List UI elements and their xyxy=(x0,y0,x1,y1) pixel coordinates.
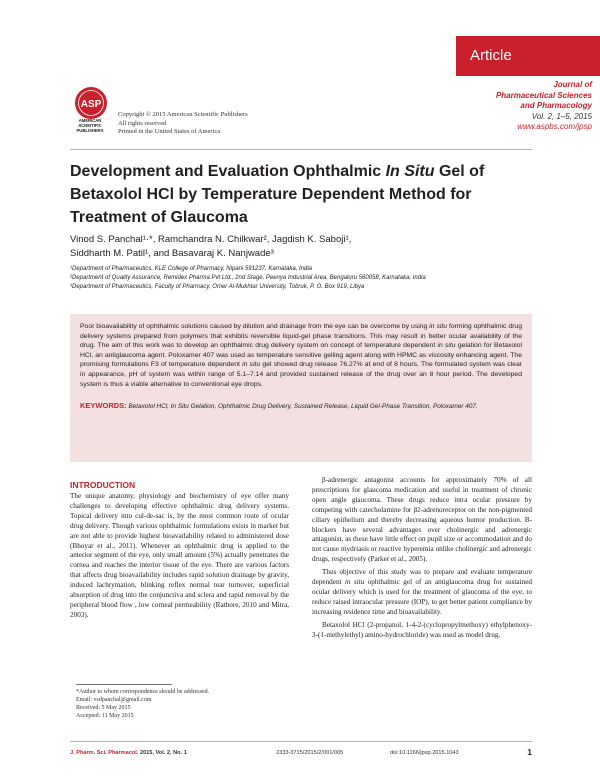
author-list xyxy=(70,233,540,261)
p3-italic: in situ xyxy=(344,578,365,587)
journal-info xyxy=(432,80,592,133)
footnote-received: Received: 5 May 2015 xyxy=(76,705,131,711)
abstract-s1: Poor bioavailability of ophthalmic solutions caused by dilution and drainage from the eye can be overcome by using xyxy=(80,323,430,330)
authors-line2: Siddharth M. Patil¹, and Basavaraj K. Nanjwade³ xyxy=(70,248,274,259)
title-italic: In Situ xyxy=(385,163,435,180)
p3-part-a: Thus objective of this study was to prepare and evaluate temperature dependent xyxy=(312,568,532,587)
intro-paragraph-2: β-adrenergic antagonist accounts for approximately 70% of all prescriptions for glaucoma medication and useful in treatment of chronic open angle glaucoma. These drugs reduce intra ocular pressure by competing with catecholamine for β2-adrenoreceptor on the non-pigmented ciliary epithelium and thereby decreasing aqueous humor production. B-blockers have several advantages over cholinergic and adrenergic antagonist, as these have little effect on pupil size or accommodation and do not cause mydriasis or reactive hyperemia unlike cholinergic and adrenergic drugs, respectively (Parker et al., 2005). xyxy=(312,476,532,564)
footer-divider xyxy=(70,741,532,742)
abstract-text xyxy=(80,322,522,389)
footnote-accepted: Accepted: 11 May 2015 xyxy=(76,713,134,719)
intro-paragraph-4: Betaxolol HCl (2-propanol, 1-4-2-(cyclopropylmethoxy) ethylphenoxy-3-(1-methylethyl) amino-hydrochloride) was used as model drug. xyxy=(312,620,532,639)
journal-name-line3: and Pharmacology xyxy=(520,101,592,110)
journal-name-line1: Journal of xyxy=(553,80,592,89)
footnote-email[interactable]: Email: vsdpanchal@gmail.com xyxy=(76,697,152,703)
journal-url-link[interactable]: www.aspbs.com/jpsp xyxy=(517,122,592,131)
publisher-name xyxy=(68,118,112,133)
footer-issn: 2333-3715/2015/2/001/005 xyxy=(276,750,344,756)
intro-paragraph-3 xyxy=(312,568,532,618)
footnote-divider xyxy=(76,684,172,685)
title-part1: Development and Evaluation Ophthalmic xyxy=(70,163,386,180)
abstract-box xyxy=(70,314,532,462)
footer-journal-info: 2015, Vol. 2, No. 1 xyxy=(139,750,187,756)
footnote-line1: *Author to whom correspondence should be addressed. xyxy=(76,689,210,695)
journal-volume: Vol. 2, 1–5, 2015 xyxy=(531,111,592,121)
affiliations xyxy=(70,265,540,292)
intro-paragraph-1: The unique anatomy, physiology and biochemistry of eye offer many challenges to developing effective ophthalmic drug delivery systems. Topical delivery into cul-de-sac is, by the most common route of ocular drug delivery. Though various ophthalmic formulations exists in market but are not able to provide highest bioavailability related to administered dose (Bhoyar et al., 2011). Whenever an ophthalmic drug is applied to the anterior segment of the eye, only small amount (5%) actually penetrates the cornea and reaches the interior tissue of the eye. There are various factors that affects drug bioavailability includes rapid solution drainage by gravity, induced lachrymation, blinking reflex normal tear turnover, superficial absorption of drug into the conjunctiva and sclera and rapid removal by the peripheral blood flow , low corneal permeability (Rathore, 2010 and Mitra, 2003). xyxy=(70,492,289,619)
right-column xyxy=(312,473,532,641)
left-column xyxy=(70,473,289,621)
abstract-s3: gelation for Betaxolol HCl, an antiglaucoma agent. Poloxamer 407 was used as temperature sensitive gelling agent along with HPMC as viscosity enhancing agent. The promising formulations F3 of temperature dependent xyxy=(80,342,522,369)
article-type-tab xyxy=(456,36,600,76)
copyright-notice xyxy=(118,111,248,137)
footer-journal xyxy=(70,748,187,758)
p3-part-b: ophthalmic gel of an antiglaucoma drug for sustained ocular delivery which is used for the treatment of glaucoma of the eye, to reduce raised intraocular pressure (IOP), to get better patient compliance by increasing residence time and bioavailability. xyxy=(312,578,532,616)
publisher-line2: SCIENTIFIC xyxy=(78,123,102,128)
affiliation-2: ²Department of Quality Assurance, Remidex Pharma Pvt Ltd., 2nd Stage, Peenya Industrial Area, Bengaluru 560058, Karnataka, India xyxy=(70,275,426,281)
publisher-line1: AMERICAN xyxy=(78,118,102,123)
footer-journal-abbrev: J. Pharm. Sci. Pharmacol. xyxy=(70,750,139,756)
abstract-s2-italic: in situ xyxy=(437,342,456,350)
affiliation-1: ¹Department of Pharmaceutics, KLE College of Pharmacy, Nipani 591237, Karnataka, India xyxy=(70,266,313,272)
article-type-label: Article xyxy=(470,47,512,64)
keywords xyxy=(80,401,522,412)
article-title xyxy=(70,160,540,229)
publisher-line3: PUBLISHERS xyxy=(76,128,104,133)
page-number: 1 xyxy=(527,747,532,757)
abstract-s3-italic: in situ xyxy=(242,361,261,369)
abstract-s2: forming ophthalmic drug delivery systems prepared from polymers that exhibits reversible liquid-gel phase transitions. This may result in better ocular availability of the drug. The aim of this work was to develop an ophthalmic drug delivery system on concept of temperature dependent xyxy=(80,323,522,350)
keywords-list: Betaxolol HCl, In Situ Gelation, Ophthalmic Drug Delivery, Sustained Release, Liquid Gel-Phase Transition, Poloxamer 407. xyxy=(128,403,478,411)
correspondence-footnote xyxy=(76,688,209,720)
abstract-s1-italic: in situ xyxy=(429,323,448,330)
page-footer xyxy=(70,748,532,760)
copyright-line3: Printed in the United States of America xyxy=(118,128,221,135)
affiliation-3: ³Department of Pharmaceutics, Faculty of Pharmacy, Omer Al-Mukhtar University, Tobruk, P. O. Box 919, Libya xyxy=(70,284,365,290)
footer-doi[interactable]: doi:10.1166/jpsp.2015.1043 xyxy=(390,750,459,756)
header-divider xyxy=(70,149,532,150)
title-part2: Gel of Betaxolol HCl by Temperature Dependent Method for Treatment of Glaucoma xyxy=(70,163,485,226)
copyright-line1: Copyright © 2015 American Scientific Publishers xyxy=(118,111,248,118)
keywords-label: KEYWORDS: xyxy=(80,401,127,411)
logo-text: ASP xyxy=(80,99,102,110)
copyright-line2: All rights reserved xyxy=(118,119,167,127)
intro-heading: INTRODUCTION xyxy=(70,480,136,490)
authors-line1: Vinod S. Panchal¹·*, Ramchandra N. Chilkwar², Jagdish K. Saboji¹, xyxy=(70,234,352,245)
journal-name-line2: Pharmaceutical Sciences xyxy=(495,90,592,100)
abstract-s4: gel showed drug release 76.27% at end of 8 hours. The formulated system was clear in appearance, pH of system was within range of 5.1–7.14 and provided sustained release of the drug over an 8 hour period. The developed system is thus a viable alternative to conventional eye drops. xyxy=(80,361,522,388)
